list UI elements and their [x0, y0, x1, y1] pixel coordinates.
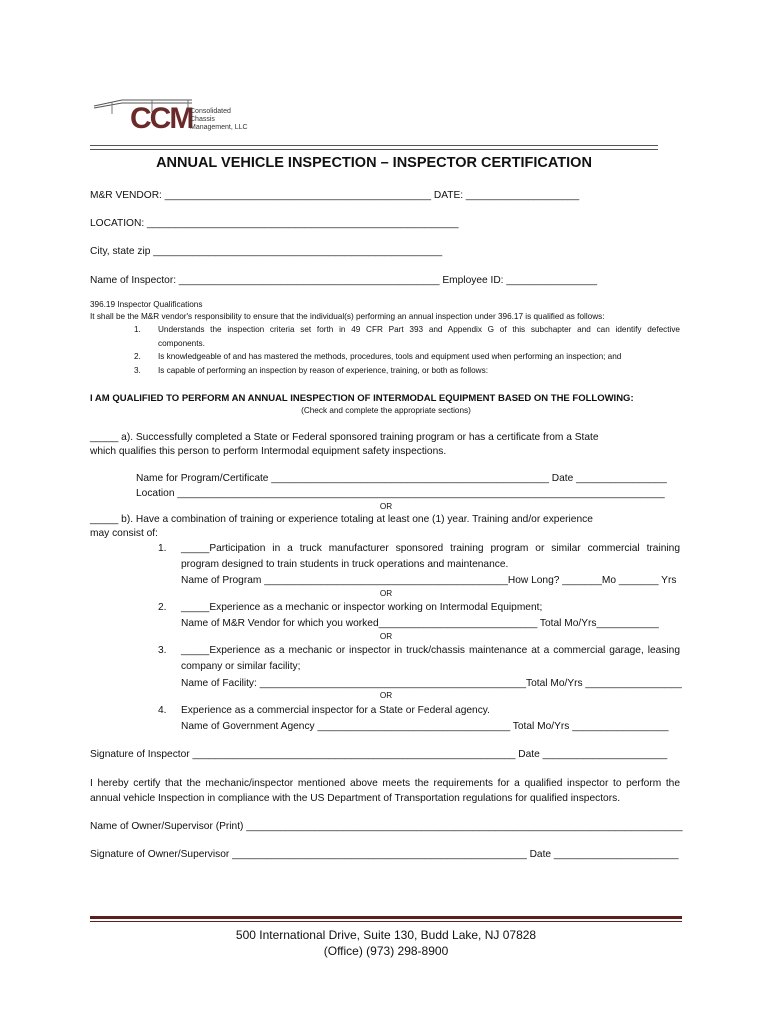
logo-initials: CCM: [130, 102, 193, 135]
qualification-item-text: Is capable of performing an inspection by reason of experience, training, or both as follows:: [158, 366, 488, 375]
section-b-text: may consist of:: [90, 528, 158, 539]
inspector-signature-field[interactable]: Signature of Inspector _________________________________________________________ Date ______________________: [90, 749, 668, 760]
page-title: ANNUAL VEHICLE INSPECTION – INSPECTOR CERTIFICATION: [156, 155, 592, 171]
program-location-field[interactable]: Location ______________________________________________________________________________________: [136, 488, 665, 499]
vendor-experience-field[interactable]: Name of M&R Vendor for which you worked____________________________ Total Mo/Yrs___________: [181, 618, 659, 629]
experience-item-option[interactable]: _____Participation in a truck manufacturer sponsored training program or similar commercial training: [181, 543, 680, 554]
qualification-item-number: 1.: [134, 325, 141, 334]
facility-field[interactable]: Name of Facility: _______________________________________________Total Mo/Yrs _________________: [181, 678, 682, 689]
section-a-option[interactable]: _____ a). Successfully completed a State or Federal sponsored training program or has a certificate from a State: [90, 432, 599, 443]
experience-item-number: 3.: [158, 645, 167, 656]
experience-item-text: Experience as a commercial inspector for a State or Federal agency.: [181, 705, 490, 716]
header-rule-bottom: [90, 149, 658, 150]
experience-item-text: program designed to train students in truck operations and maintenance.: [181, 559, 509, 570]
or-separator: OR: [379, 632, 393, 641]
header-rule-top: [90, 145, 658, 146]
qualification-item-number: 3.: [134, 366, 141, 375]
section-b-option[interactable]: _____ b). Have a combination of training or experience totaling at least one (1) year. Training and/or experience: [90, 514, 593, 525]
qualification-item-text: Is knowledgeable of and has mastered the methods, procedures, tools and equipment used when performing an inspection; and: [158, 352, 622, 361]
logo-company-line3: Management, LLC: [190, 124, 248, 131]
or-separator: OR: [379, 589, 393, 598]
qualification-item-text: Understands the inspection criteria set forth in 49 CFR Part 393 and Appendix G of this subchapter and can identify defective: [158, 325, 680, 334]
certification-text: annual vehicle Inspection in compliance with the US Department of Transportation regulations for qualified inspectors.: [90, 793, 621, 804]
vendor-date-field[interactable]: M&R VENDOR: _______________________________________________ DATE: ____________________: [90, 190, 580, 201]
qualification-item-text: components.: [158, 339, 205, 348]
or-separator: OR: [379, 691, 393, 700]
section-a-text: which qualifies this person to perform Intermodal equipment safety inspections.: [90, 446, 447, 457]
footer-phone: (Office) (973) 298-8900: [323, 944, 449, 958]
qualified-subheading: (Check and complete the appropriate sections): [301, 406, 471, 415]
qualified-heading: I AM QUALIFIED TO PERFORM AN ANNUAL INESPECTION OF INTERMODAL EQUIPMENT BASED ON THE FOLLOWING:: [90, 393, 634, 404]
government-agency-field[interactable]: Name of Government Agency __________________________________ Total Mo/Yrs _________________: [181, 721, 669, 732]
experience-item-option[interactable]: _____Experience as a mechanic or inspector working on Intermodal Equipment;: [181, 602, 543, 613]
footer-rule-thin: [90, 921, 682, 922]
qualification-item-number: 2.: [134, 352, 141, 361]
program-certificate-field[interactable]: Name for Program/Certificate _________________________________________________ Date ________________: [136, 473, 667, 484]
city-state-zip-field[interactable]: City, state zip ___________________________________________________: [90, 246, 443, 257]
qualifications-intro: It shall be the M&R vendor's responsibility to ensure that the individual(s) performing an annual inspection under 396.17 is qualified as follows:: [90, 312, 605, 321]
experience-item-number: 2.: [158, 602, 167, 613]
certification-text: I hereby certify that the mechanic/inspector mentioned above meets the requirements for a qualified inspector to perform the: [90, 778, 680, 789]
inspector-employee-field[interactable]: Name of Inspector: ______________________________________________ Employee ID: ________________: [90, 275, 597, 286]
experience-item-number: 4.: [158, 705, 167, 716]
location-field[interactable]: LOCATION: _______________________________________________________: [90, 218, 459, 229]
logo-company-line1: Consolidated: [190, 108, 231, 115]
owner-signature-field[interactable]: Signature of Owner/Supervisor ____________________________________________________ Date ______________________: [90, 849, 679, 860]
experience-item-number: 1.: [158, 543, 167, 554]
program-duration-field[interactable]: Name of Program ___________________________________________How Long? _______Mo _______ Yrs: [181, 575, 677, 586]
owner-name-field[interactable]: Name of Owner/Supervisor (Print) _____________________________________________________________________________: [90, 821, 683, 832]
footer-rule: [90, 916, 682, 919]
footer-address: 500 International Drive, Suite 130, Budd Lake, NJ 07828: [235, 928, 537, 942]
experience-item-option[interactable]: _____Experience as a mechanic or inspector in truck/chassis maintenance at a commercial garage, leasing: [181, 645, 680, 656]
experience-item-text: company or similar facility;: [181, 661, 301, 672]
qualifications-heading: 396.19 Inspector Qualifications: [90, 300, 203, 309]
company-logo: [92, 96, 262, 136]
or-separator: OR: [379, 502, 393, 511]
logo-company-line2: Chassis: [190, 116, 215, 123]
